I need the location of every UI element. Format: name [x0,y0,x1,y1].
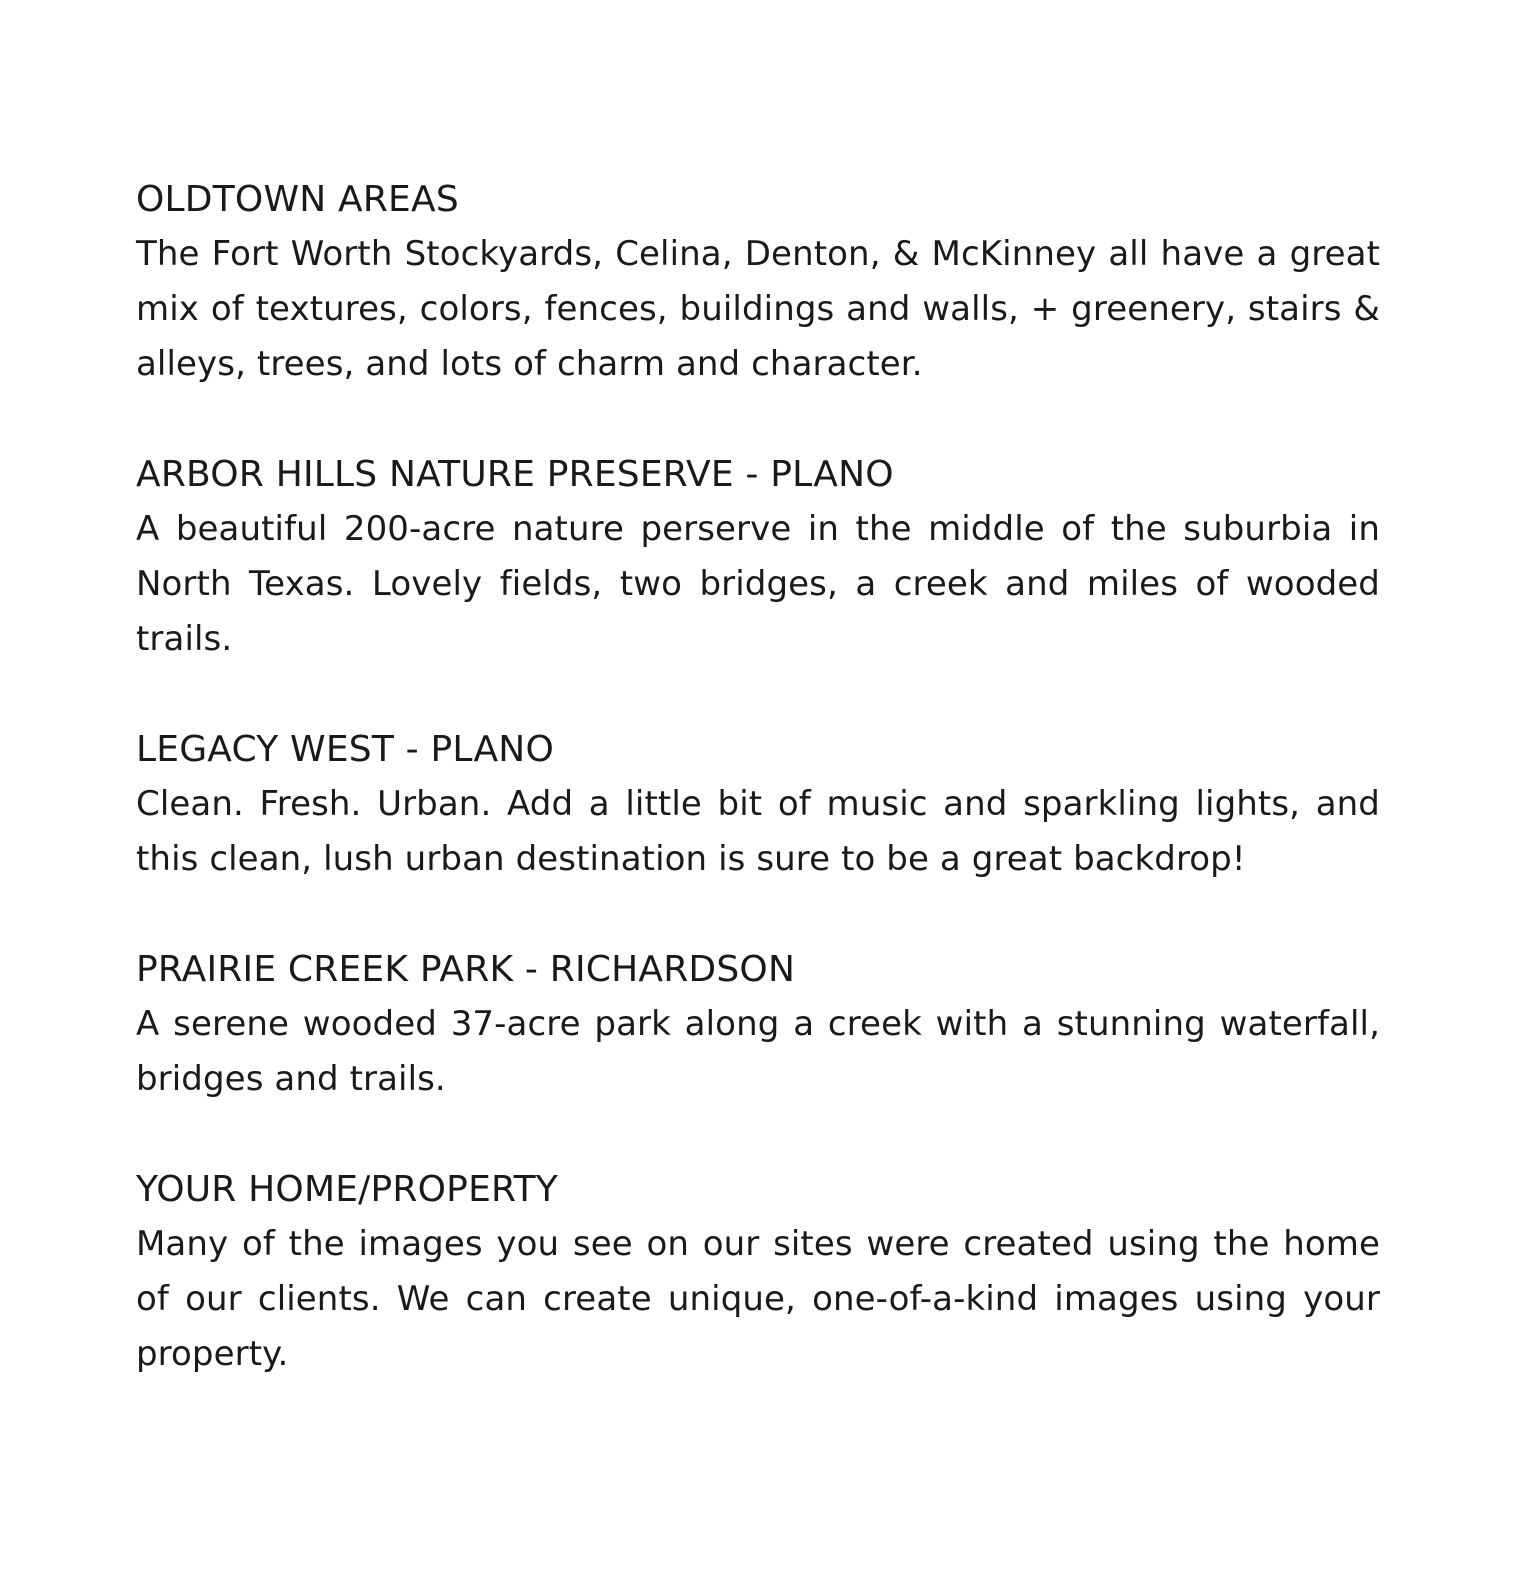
section-heading: LEGACY WEST - PLANO [136,729,554,770]
location-list [136,172,1380,1437]
section-heading: PRAIRIE CREEK PARK - RICHARDSON [136,949,796,990]
location-section-arbor-hills [136,447,1380,667]
section-description: Many of the images you see on our sites were created using the home of our clients. We can create unique, one-of-a-kind images using your property. [136,1224,1380,1374]
location-section-your-home [136,1162,1380,1382]
section-description: The Fort Worth Stockyards, Celina, Denton, & McKinney all have a great mix of textures, colors, fences, buildings and walls, + greenery, stairs & alleys, trees, and lots of charm and character. [136,234,1380,384]
section-heading: ARBOR HILLS NATURE PRESERVE - PLANO [136,454,894,495]
location-section-prairie-creek [136,942,1380,1107]
location-section-oldtown [136,172,1380,392]
section-description: Clean. Fresh. Urban. Add a little bit of music and sparkling lights, and this clean, lush urban destination is sure to be a great backdrop! [136,784,1380,879]
section-heading: OLDTOWN AREAS [136,179,459,220]
section-description: A serene wooded 37-acre park along a creek with a stunning waterfall, bridges and trails. [136,1004,1380,1099]
section-description: A beautiful 200-acre nature perserve in the middle of the suburbia in North Texas. Lovely fields, two bridges, a creek and miles of wooded trails. [136,509,1380,659]
section-heading: YOUR HOME/PROPERTY [136,1169,558,1210]
location-section-legacy-west [136,722,1380,887]
